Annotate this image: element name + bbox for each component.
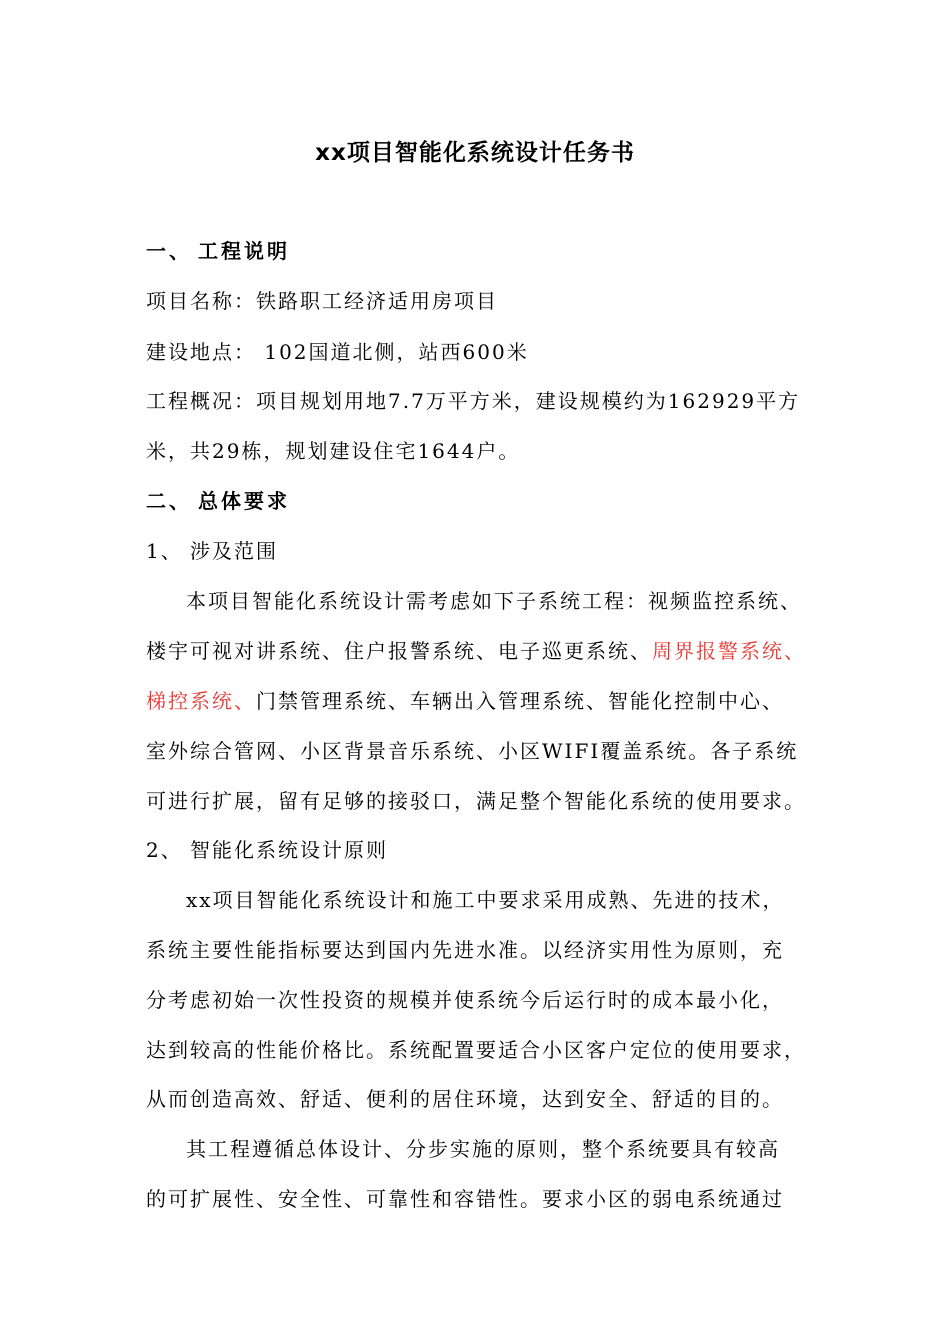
section-title: 工程说明 bbox=[198, 239, 290, 263]
scope-text: 门禁管理系统、车辆出入管理系统、智能化控制中心、 bbox=[256, 689, 784, 713]
overview-line-1: 工程概况：项目规划用地7.7万平方米，建设规模约为162929平方 bbox=[146, 389, 801, 413]
section-heading-2 bbox=[146, 486, 290, 516]
subsection-number: 1、 bbox=[146, 539, 183, 563]
project-name-line: 项目名称：铁路职工经济适用房项目 bbox=[146, 289, 498, 313]
principle-paragraph-line-3: 分考虑初始一次性投资的规模并使系统今后运行时的成本最小化， bbox=[146, 988, 784, 1012]
section-title: 总体要求 bbox=[198, 489, 290, 513]
scope-paragraph-line-1: 本项目智能化系统设计需考虑如下子系统工程：视频监控系统、 bbox=[186, 589, 802, 613]
subsection-heading-1 bbox=[146, 536, 278, 566]
document-title: xx项目智能化系统设计任务书 bbox=[315, 140, 635, 166]
section-number: 一、 bbox=[146, 239, 192, 263]
principle-paragraph-line-1: xx项目智能化系统设计和施工中要求采用成熟、先进的技术， bbox=[186, 888, 785, 912]
scope-paragraph-line-3 bbox=[146, 686, 784, 716]
overview-line-2: 米，共29栋，规划建设住宅1644户。 bbox=[146, 439, 521, 463]
subsection-heading-2 bbox=[146, 835, 388, 865]
scope-paragraph-line-5: 可进行扩展，留有足够的接驳口，满足整个智能化系统的使用要求。 bbox=[146, 789, 806, 813]
subsection-title: 智能化系统设计原则 bbox=[190, 838, 388, 862]
principle-paragraph-line-2: 系统主要性能指标要达到国内先进水准。以经济实用性为原则，充 bbox=[146, 938, 784, 962]
section-heading-1 bbox=[146, 236, 290, 266]
scope-paragraph-line-2 bbox=[146, 636, 806, 666]
principle-paragraph-line-4: 达到较高的性能价格比。系统配置要适合小区客户定位的使用要求， bbox=[146, 1038, 806, 1062]
highlighted-text: 周界报警系统、 bbox=[652, 639, 806, 663]
principle-paragraph-line-7: 的可扩展性、安全性、可靠性和容错性。要求小区的弱电系统通过 bbox=[146, 1187, 784, 1211]
location-line: 建设地点： 102国道北侧，站西600米 bbox=[146, 340, 529, 364]
principle-paragraph-line-5: 从而创造高效、舒适、便利的居住环境，达到安全、舒适的目的。 bbox=[146, 1087, 784, 1111]
principle-paragraph-line-6: 其工程遵循总体设计、分步实施的原则，整个系统要具有较高 bbox=[186, 1137, 780, 1161]
subsection-title: 涉及范围 bbox=[190, 539, 278, 563]
section-number: 二、 bbox=[146, 489, 192, 513]
highlighted-text: 梯控系统、 bbox=[146, 689, 256, 713]
subsection-number: 2、 bbox=[146, 838, 183, 862]
scope-text: 楼宇可视对讲系统、住户报警系统、电子巡更系统、 bbox=[146, 639, 652, 663]
scope-paragraph-line-4: 室外综合管网、小区背景音乐系统、小区WIFI覆盖系统。各子系统 bbox=[146, 739, 799, 763]
